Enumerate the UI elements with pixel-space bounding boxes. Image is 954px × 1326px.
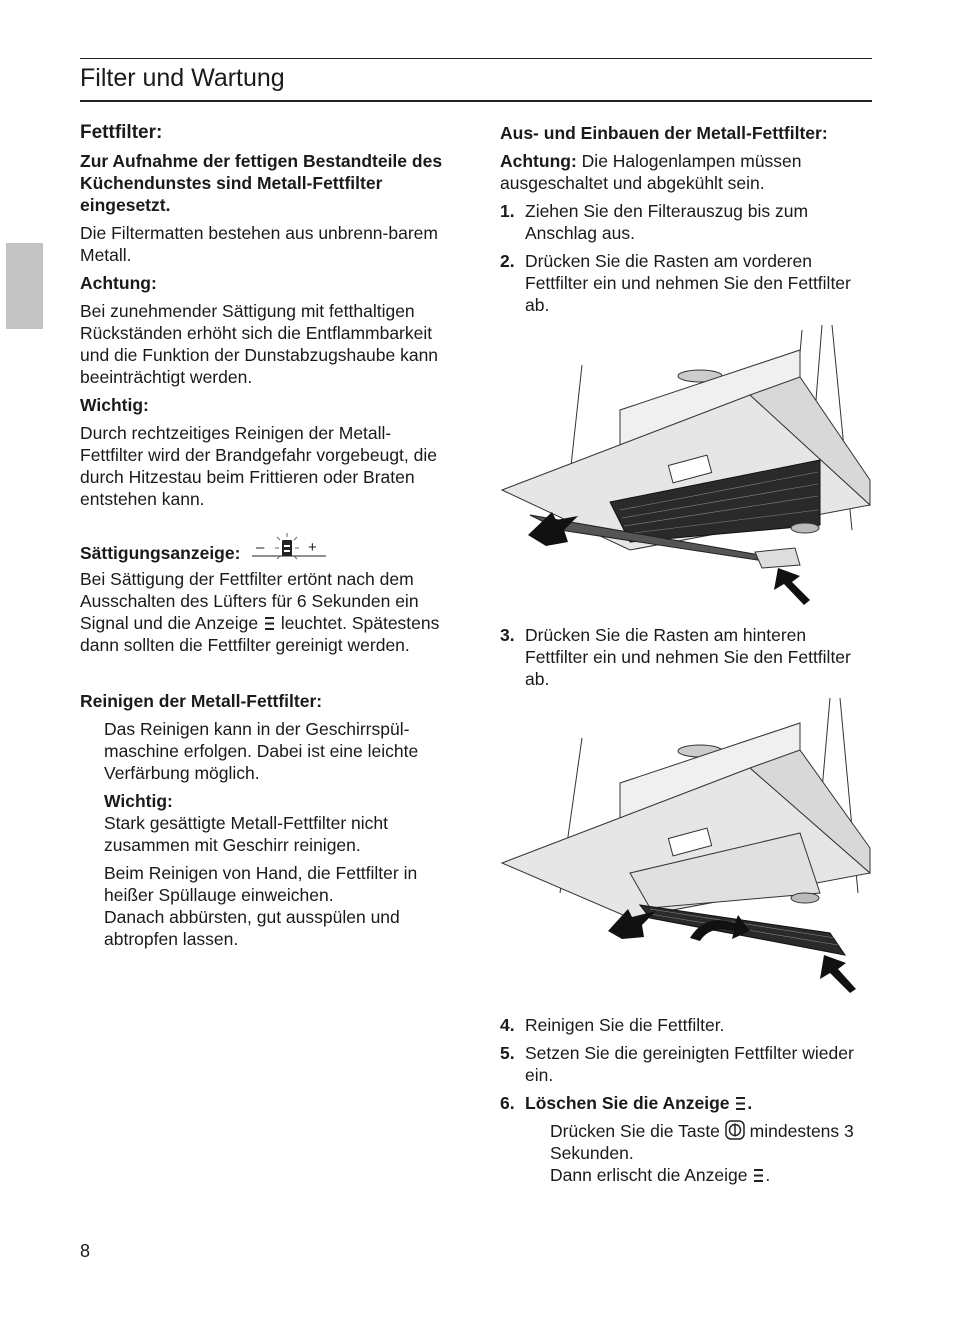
step6-detail xyxy=(500,1120,872,1186)
saturation-row xyxy=(80,532,452,564)
step-item: 1. Ziehen Sie den Filterauszug bis zum Anschlag aus. xyxy=(500,201,809,243)
step6-detail-line2: Dann erlischt die Anzeige . xyxy=(550,1165,771,1185)
page-title: Filter und Wartung xyxy=(80,64,285,92)
right-column-bottom xyxy=(500,1008,872,1186)
filter-saturation-glyph-icon xyxy=(265,617,274,630)
achtung-text: Bei zunehmender Sättigung mit fetthaltigen Rückständen erhöht sich die Entflammbarkeit und die Funktion der Dunstabzugshaube kann beeinträchtigt werden. xyxy=(80,301,439,387)
filter-saturation-glyph-icon xyxy=(754,1169,763,1182)
right-achtung: Achtung: Die Halogenlampen müssen ausgeschaltet und abgekühlt sein. xyxy=(500,151,802,193)
step6-detail-line1: Drücken Sie die Taste mindestens 3 Sekunden. xyxy=(550,1121,854,1163)
reinigen-wichtig-label: Wichtig: xyxy=(104,791,173,811)
header-rule-bottom xyxy=(80,100,872,102)
step-item: 6. Löschen Sie die Anzeige . xyxy=(500,1093,753,1113)
page-number: 8 xyxy=(80,1241,91,1261)
reinigen-heading: Reinigen der Metall-Fettfilter: xyxy=(80,691,323,711)
header-rule-top xyxy=(80,58,872,59)
step-item: 4. Reinigen Sie die Fettfilter. xyxy=(500,1015,725,1035)
reinigen-text-2: Beim Reinigen von Hand, die Fettfilter in heißer Spüllauge einweichen. xyxy=(104,863,418,905)
steps-list-b xyxy=(500,1014,872,1114)
hood-front-filter-illustration xyxy=(500,320,880,610)
saturation-indicator-icon xyxy=(252,532,326,562)
right-column-step3 xyxy=(500,618,872,690)
section-tab-marker xyxy=(6,243,43,329)
step-item: 5. Setzen Sie die gereinigten Fettfilter wieder ein. xyxy=(500,1043,854,1085)
saturation-text: Bei Sättigung der Fettfilter ertönt nach dem Ausschalten des Lüfters für 6 Sekunden ein Signal und die Anzeige leuchtet. Spätestens dann sollten die Fettfilter gereinigt werden. xyxy=(80,569,440,655)
reinigen-text-1: Das Reinigen kann in der Geschirrspül-maschine erfolgen. Dabei ist eine leichte Verfärbung möglich. xyxy=(104,719,419,783)
saturation-icon-minus: – xyxy=(256,539,265,556)
reinigen-text-3: Danach abbürsten, gut ausspülen und abtropfen lassen. xyxy=(104,907,400,949)
fettfilter-intro-text: Die Filtermatten bestehen aus unbrenn-barem Metall. xyxy=(80,223,438,265)
fan-power-button-icon xyxy=(725,1120,745,1140)
hood-rear-filter-illustration xyxy=(500,693,880,998)
left-column xyxy=(80,120,452,950)
fettfilter-heading: Fettfilter: xyxy=(80,122,163,143)
achtung-label: Achtung: xyxy=(80,273,157,293)
saturation-label: Sättigungsanzeige: xyxy=(80,543,241,563)
wichtig-text: Durch rechtzeitiges Reinigen der Metall-Fettfilter wird der Brandgefahr vorgebeugt, die durch Hitzestau beim Frittieren oder Braten entstehen kann. xyxy=(80,423,437,509)
steps-list-a xyxy=(500,200,872,316)
step-item: 2. Drücken Sie die Rasten am vorderen Fettfilter ein und nehmen Sie den Fettfilter ab. xyxy=(500,251,851,315)
right-column-top xyxy=(500,120,872,316)
wichtig-label: Wichtig: xyxy=(80,395,149,415)
step-item: 3. Drücken Sie die Rasten am hinteren Fettfilter ein und nehmen Sie den Fettfilter ab. xyxy=(500,625,851,689)
filter-saturation-glyph-icon xyxy=(736,1097,745,1110)
saturation-icon-plus: + xyxy=(308,539,318,556)
reinigen-wichtig-text: Stark gesättigte Metall-Fettfilter nicht zusammen mit Geschirr reinigen. xyxy=(104,813,388,855)
fettfilter-intro-bold: Zur Aufnahme der fettigen Bestandteile des Küchendunstes sind Metall-Fettfilter eingesetzt. xyxy=(80,151,443,215)
einbauen-heading: Aus- und Einbauen der Metall-Fettfilter: xyxy=(500,123,828,143)
